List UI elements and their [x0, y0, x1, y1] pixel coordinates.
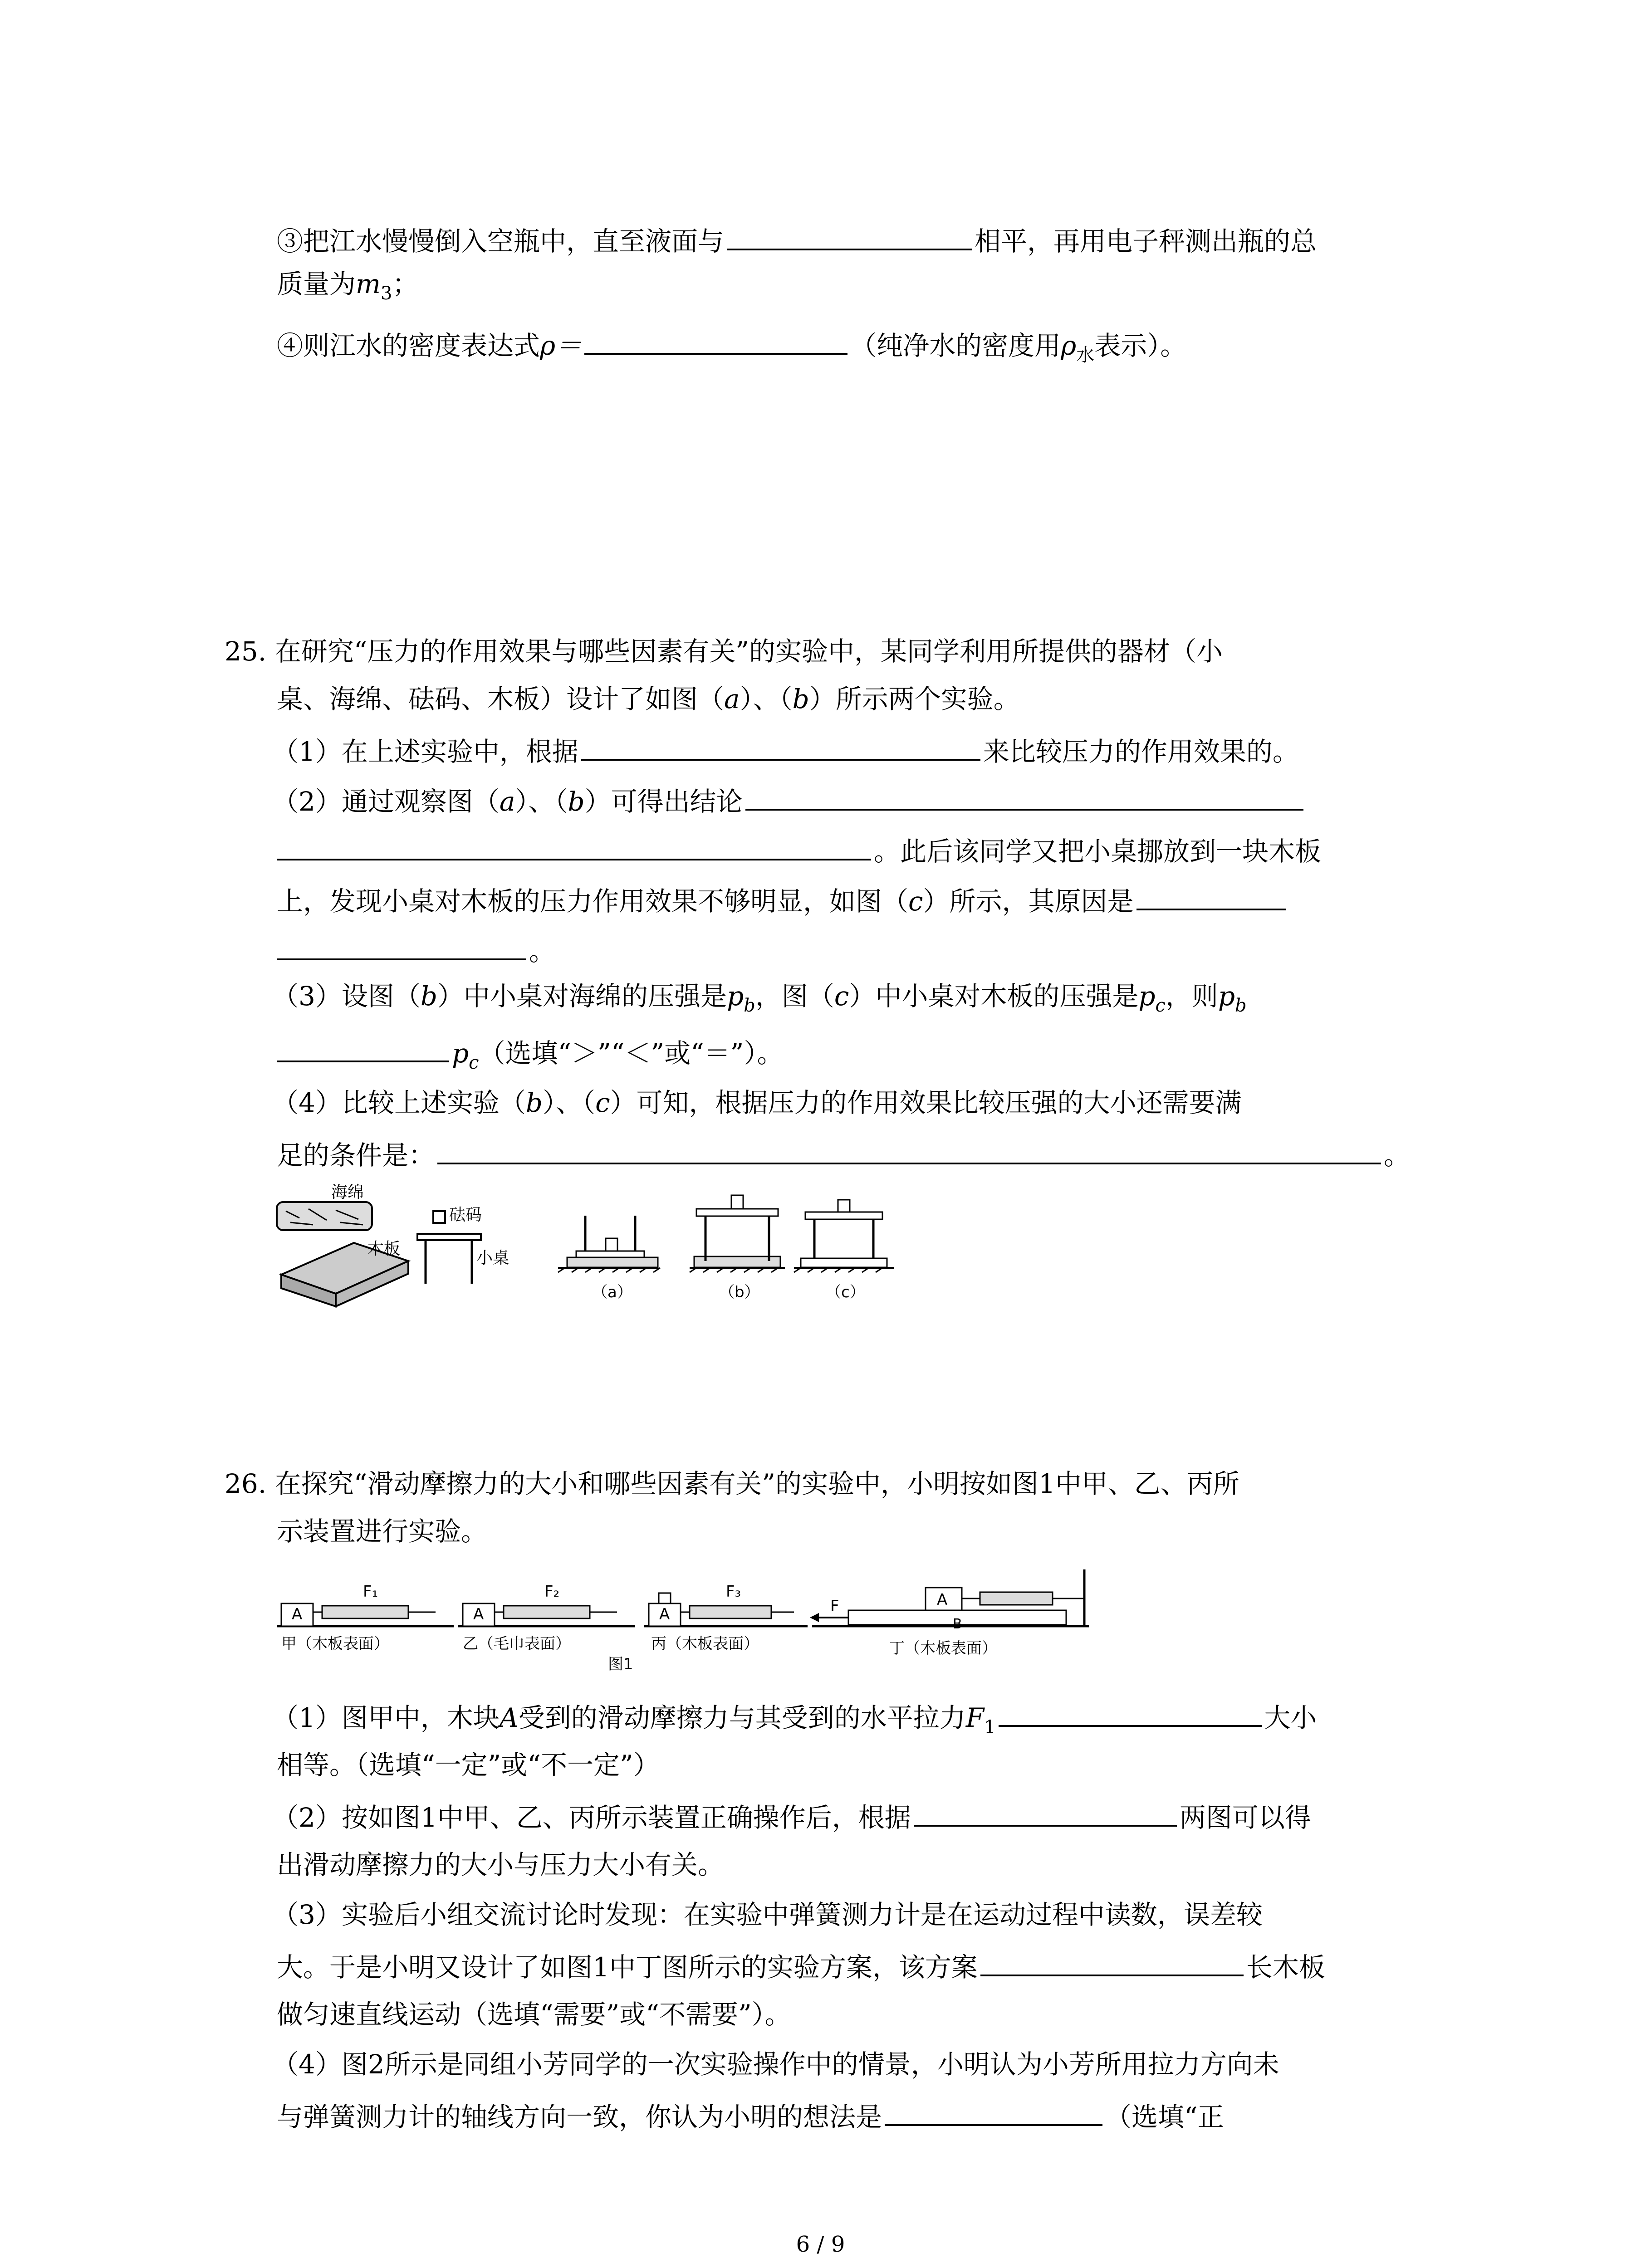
- q25-part4-line2: [277, 1136, 1410, 1172]
- answer-blank[interactable]: [914, 1799, 1177, 1827]
- q25-part4-text: ）可知，根据压力的作用效果比较压强的大小还需要满: [610, 1087, 1242, 1118]
- math-var: c: [834, 981, 849, 1012]
- weight-icon: [433, 1211, 445, 1223]
- math-var: b: [568, 786, 585, 817]
- table-illustration: [417, 1234, 481, 1284]
- fig-jia-label: 甲（木板表面）: [281, 1635, 389, 1653]
- q25-part2-text: ）、（: [515, 786, 568, 817]
- answer-blank[interactable]: [277, 1034, 449, 1062]
- q25-text: 在研究“压力的作用效果与哪些因素有关”的实验中，某同学利用所提供的器材（小: [274, 636, 1223, 667]
- math-sub: 3: [381, 283, 392, 304]
- math-var: A: [499, 1702, 519, 1733]
- q25-part4-text: 。: [1384, 1140, 1411, 1171]
- q24-step3-text: ③把江水慢慢倒入空瓶中，直至液面与: [277, 226, 725, 257]
- fig-bing-label: 丙（木板表面）: [651, 1635, 759, 1653]
- math-rho: ρ: [1061, 330, 1077, 361]
- page-number: 6 / 9: [796, 2232, 845, 2257]
- q25-part4-line1: [272, 1086, 1242, 1119]
- q26-part2-line1: [272, 1799, 1311, 1834]
- math-sub: b: [1235, 995, 1247, 1016]
- fig-jia: [277, 1603, 454, 1626]
- q25-part3-text: ）中小桌对海绵的压强是: [437, 981, 727, 1012]
- q25-line1: [225, 635, 1223, 668]
- math-var: b: [525, 1087, 543, 1118]
- figure1-caption: 图1: [608, 1655, 633, 1673]
- fig-yi: [458, 1603, 635, 1626]
- fig-ding-label: 丁（木板表面）: [889, 1639, 997, 1657]
- fig-b-label: （b）: [719, 1283, 760, 1301]
- answer-blank[interactable]: [277, 932, 526, 960]
- answer-blank[interactable]: [885, 2098, 1102, 2126]
- block-A-label: A: [937, 1591, 948, 1609]
- question-number: 26.: [225, 1468, 267, 1499]
- q26-part4-line1: [272, 2048, 1279, 2081]
- fig-a-label: （a）: [592, 1283, 632, 1301]
- math-sub: b: [744, 995, 755, 1016]
- force-F3-label: F₃: [726, 1583, 741, 1601]
- answer-blank[interactable]: [277, 832, 871, 860]
- fig-c: [794, 1200, 894, 1272]
- math-var: F: [965, 1702, 985, 1733]
- fig-c-label: （c）: [826, 1283, 865, 1301]
- math-var: c: [908, 886, 923, 917]
- math-var: p: [727, 981, 744, 1012]
- fig-yi-label: 乙（毛巾表面）: [463, 1635, 571, 1653]
- q26-part1-text: 受到的滑动摩擦力与其受到的水平拉力: [518, 1702, 966, 1733]
- q26-part4-text: （选填“正: [1105, 2102, 1224, 2132]
- fig-b: [690, 1195, 785, 1272]
- q25-text: ）所示两个实验。: [809, 684, 1020, 714]
- q26-part2-line2: [277, 1848, 724, 1881]
- q26-part3-text: （3）实验后小组交流讨论时发现：在实验中弹簧测力计是在运动过程中读数，误差较: [272, 1899, 1263, 1930]
- q26-figure: [272, 1560, 1112, 1687]
- math-var: b: [792, 684, 809, 714]
- q26-text: 在探究“滑动摩擦力的大小和哪些因素有关”的实验中，小明按如图1中甲、乙、丙所: [274, 1468, 1239, 1499]
- q26-part1-line1: [272, 1699, 1317, 1744]
- q26-part3-line3: [277, 1998, 791, 2031]
- q26-part2-text: 两图可以得: [1179, 1802, 1311, 1833]
- answer-blank[interactable]: [437, 1136, 1381, 1164]
- weight-label: 砝码: [449, 1206, 482, 1224]
- sponge-label: 海绵: [331, 1183, 364, 1202]
- answer-blank[interactable]: [581, 733, 980, 761]
- q25-part1-text: （1）在上述实验中，根据: [272, 736, 578, 767]
- math-var: a: [499, 786, 515, 817]
- q26-part3-line2: [277, 1948, 1325, 1984]
- q25-part1: [272, 733, 1299, 768]
- fig-a: [558, 1216, 660, 1272]
- block-A-label: A: [473, 1605, 484, 1623]
- q24-step3-text2: 相平，再用电子秤测出瓶的总: [975, 226, 1317, 257]
- q25-text: ）、（: [740, 684, 793, 714]
- math-var: p: [1138, 981, 1156, 1012]
- math-var: m: [356, 269, 381, 299]
- table-label: 小桌: [476, 1249, 509, 1267]
- q24-step4-text: ④则江水的密度表达式: [277, 330, 540, 361]
- math-sub: 水: [1076, 345, 1095, 366]
- q25-part2-text: 。: [529, 936, 556, 967]
- q25-part2-line1: [272, 782, 1306, 818]
- answer-blank[interactable]: [584, 327, 847, 355]
- q25-part2-text: ）所示，其原因是: [923, 886, 1134, 917]
- q26-part3-line1: [272, 1898, 1263, 1931]
- fig-ding: [810, 1569, 1089, 1626]
- q26-line2: [277, 1515, 487, 1548]
- q26-part4-text: 与弹簧测力计的轴线方向一致，你认为小明的想法是: [277, 2102, 882, 2132]
- q25-part4-text: ）、（: [543, 1087, 596, 1118]
- q25-figure: [272, 1175, 953, 1311]
- math-var: a: [724, 684, 740, 714]
- q26-line1: [225, 1467, 1239, 1500]
- q26-part3-text: 大。于是小明又设计了如图1中丁图所示的实验方案，该方案: [277, 1952, 978, 1983]
- answer-blank[interactable]: [745, 782, 1303, 811]
- q26-part1-text: 相等。（选填“一定”或“不一定”）: [277, 1750, 660, 1780]
- answer-blank[interactable]: [999, 1699, 1262, 1727]
- q25-line2: [277, 683, 1020, 715]
- question-number: 25.: [225, 636, 267, 667]
- block-A-label: A: [292, 1605, 303, 1623]
- answer-blank[interactable]: [727, 222, 972, 250]
- math-sub: 1: [984, 1717, 996, 1738]
- q24-step3-line2: [277, 268, 418, 310]
- q26-part3-text: 做匀速直线运动（选填“需要”或“不需要”）。: [277, 1999, 791, 2030]
- q24-step4-text3: 表示）。: [1094, 330, 1187, 361]
- math-sub: c: [1155, 995, 1166, 1016]
- q25-part3-text: ，则: [1165, 981, 1218, 1012]
- q25-part1-text2: 来比较压力的作用效果的。: [983, 736, 1299, 767]
- q26-part1-line2: [277, 1749, 660, 1781]
- q24-step3-text3: 质量为: [277, 269, 356, 299]
- q26-part2-text: 出滑动摩擦力的大小与压力大小有关。: [277, 1849, 725, 1880]
- q25-part2-text: 。此后该同学又把小桌挪放到一块木板: [874, 836, 1322, 867]
- q26-part4-line2: [277, 2098, 1224, 2133]
- q25-part2-text: （2）通过观察图（: [272, 786, 500, 817]
- sponge-illustration: [277, 1202, 372, 1230]
- force-F1-label: F₁: [363, 1583, 378, 1601]
- q25-text: 桌、海绵、砝码、木板）设计了如图（: [277, 684, 725, 714]
- force-F-label: F: [830, 1597, 839, 1615]
- q25-part2-text: ）可得出结论: [584, 786, 743, 817]
- q25-part3-text: ）中小桌对木板的压强是: [849, 981, 1139, 1012]
- q25-part3-text: ，图（: [755, 981, 834, 1012]
- math-var: c: [595, 1087, 610, 1118]
- force-F2-label: F₂: [544, 1583, 560, 1601]
- math-sub: c: [469, 1052, 479, 1073]
- q25-part2-line3: [277, 882, 1289, 918]
- math-var: p: [452, 1038, 469, 1069]
- q26-part4-text: （4）图2所示是同组小芳同学的一次实验操作中的情景，小明认为小芳所用拉力方向未: [272, 2049, 1279, 2080]
- q24-step4-line: [277, 327, 1186, 371]
- q25-part3-line2: [277, 1034, 783, 1079]
- q24-step3-line1: [277, 222, 1317, 258]
- q24-step3-end: ；: [392, 269, 419, 299]
- q25-part2-text: 上，发现小桌对木板的压力作用效果不够明显，如图（: [277, 886, 909, 917]
- q26-part1-text: 大小: [1264, 1702, 1317, 1733]
- q26-part3-text: 长木板: [1246, 1952, 1325, 1983]
- q25-part3-text: （3）设图（: [272, 981, 421, 1012]
- q25-part3-text: （选填“＞”“＜”或“＝”）。: [479, 1038, 784, 1069]
- board-label: 木板: [367, 1240, 401, 1258]
- q24-step4-text2: （纯净水的密度用: [850, 330, 1061, 361]
- q26-part2-text: （2）按如图1中甲、乙、丙所示装置正确操作后，根据: [272, 1802, 911, 1833]
- q25-part2-line2: [277, 832, 1321, 868]
- board-B-label: B: [953, 1616, 962, 1632]
- q26-text: 示装置进行实验。: [277, 1516, 488, 1547]
- math-var: b: [420, 981, 438, 1012]
- block-A-label: A: [659, 1605, 670, 1623]
- answer-blank[interactable]: [980, 1948, 1244, 1976]
- q25-part2-line4: [277, 932, 555, 968]
- math-var: p: [1218, 981, 1235, 1012]
- q25-part4-text: （4）比较上述实验（: [272, 1087, 526, 1118]
- q26-part1-text: （1）图甲中，木块: [272, 1702, 500, 1733]
- q25-part3-line1: [272, 980, 1247, 1022]
- answer-blank[interactable]: [1136, 882, 1286, 910]
- math-rho: ρ＝: [540, 330, 582, 361]
- q25-part4-text: 足的条件是：: [277, 1140, 435, 1171]
